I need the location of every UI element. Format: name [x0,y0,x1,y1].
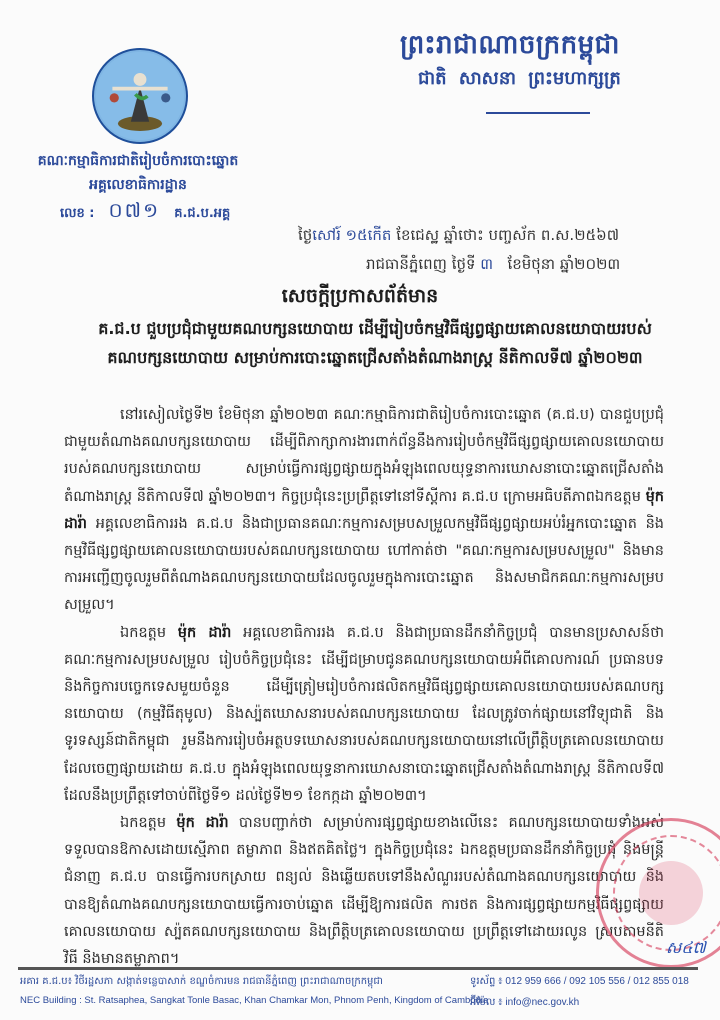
document-title: សេចក្តីប្រកាសព័ត៌មាន [281,285,439,307]
lunar-day: សៅរ៍ ១៥កើត [312,226,392,244]
motto-divider [486,112,590,114]
paragraph-1 [64,402,664,620]
document-headline: គ.ជ.ប ជួបប្រជុំជាមួយគណបក្សនយោបាយ ដើម្បីរៀបចំកម្មវិធីផ្សព្វផ្សាយគោលនយោបាយរបស់គណបក្សនយោបាយ សម្រាប់ការបោះឆ្នោតជ្រើសតាំងតំណាងរាស្ត្រ នីតិកាលទី៧ ឆ្នាំ២០២៣ [98,319,652,367]
ref-number: ០៧១ [108,198,161,222]
paragraph-text: ឯកឧត្តម [120,624,167,641]
paragraph-3 [64,810,664,973]
person-name: ម៉ុក ដារ៉ា [176,815,229,832]
paragraph-text: អគ្គលេខាធិការរង គ.ជ.ប និងជាប្រធានដឹកនាំកិច្ចប្រជុំ បានមានប្រសាសន៍ថា គណៈកម្មការសម្របសម្រួល រៀបចំកិច្ចប្រជុំនេះ ដើម្បីជម្រាបជូនគណបក្សនយោបាយអំពីគោលការណ៍ ប្រធានបទ និងកិច្ចការបច្ចេកទេសមួយចំនួន ដើម្បីត្រៀមរៀបចំការផលិតកម្មវិធីផ្សព្វផ្សាយគោលនយោបាយរបស់គណបក្សនយោបាយ (កម្មវិធីតុមូល) និងស្ប៉តឃោសនារបស់គណបក្សនយោបាយ ដែលត្រូវចាក់ផ្សាយនៅវិទ្យុជាតិ និងទូរទស្សន៍ជាតិកម្ពុជា រួមនឹងការរៀបចំអត្ថបទឃោសនារបស់គណបក្សនយោបាយនៅលើព្រឹត្តិបត្រគោលនយោបាយ ដែលចេញផ្សាយដោយ គ.ជ.ប ក្នុងអំឡុងពេលយុទ្ធនាការឃោសនាបោះឆ្នោតជ្រើសតាំងតំណាងរាស្ត្រ នីតិកាលទី៧ ដែលនឹងប្រព្រឹត្តទៅចាប់ពីថ្ងៃទី១ ដល់ថ្ងៃទី២១ ខែកក្កដា ឆ្នាំ២០២៣។ [64,624,665,804]
footer-divider [18,967,698,970]
footer-address-english: NEC Building : St. Ratsaphea, Sangkat Tonle Basac, Khan Chamkar Mon, Phnom Penh, Kingdom of Cambodia [20,995,489,1006]
paragraph-text: អគ្គលេខាធិការរង គ.ជ.ប និងជាប្រធានគណៈកម្មការសម្របសម្រួលកម្មវិធីផ្សព្វផ្សាយអប់រំអ្នកបោះឆ្នោត និងកម្មវិធីផ្សព្វផ្សាយគោលនយោបាយរបស់គណបក្សនយោបាយ ហៅកាត់ថា "គណៈកម្មការសម្របសម្រួល" និងមានការអញ្ជើញចូលរួមពីតំណាងគណបក្សនយោបាយដែលចូលរួមក្នុងការបោះឆ្នោត និងសមាជិកគណៈកម្មការសម្របសម្រួល។ [64,515,665,614]
national-motto: ជាតិ សាសនា ព្រះមហាក្សត្រ [418,68,621,89]
paragraph-text: បានបញ្ជាក់ថា សម្រាប់ការផ្សព្វផ្សាយខាងលើនេះ គណបក្សនយោបាយទាំងអស់ទទួលបានឱកាសដោយស្មើភាព តម្លាភាព និងឥតគិតថ្លៃ។ ក្នុងកិច្ចប្រជុំនេះ ឯកឧត្តមប្រធានដឹកនាំកិច្ចប្រជុំ និងមន្ត្រីជំនាញ គ.ជ.ប បានធ្វើការបកស្រាយ ពន្យល់ និងឆ្លើយតបទៅនឹងសំណួររបស់តំណាងគណបក្សនយោបាយ និងបានឱ្យតំណាងគណបក្សនយោបាយធ្វើការចាប់ឆ្នោត ដើម្បីឱ្យការផលិត ការថត និងការផ្សព្វផ្សាយកម្មវិធីផ្សព្វផ្សាយគោលនយោបាយ ស្ប៉តគណបក្សនយោបាយ និងព្រឹត្តិបត្រគោលនយោបាយ ប្រព្រឹត្តទៅដោយរលូន ស្របតាមនីតិវិធី និងមានតម្លាភាព។ [64,815,665,968]
nec-logo-icon [92,48,188,144]
footer-email[interactable]: អ៊ីម៉ែល ៖ info@nec.gov.kh [470,997,580,1008]
greg-rest: ខែមិថុនា ឆ្នាំ២០២៣ [507,255,621,273]
signature-mark: ស៤៧ [666,938,706,957]
document-body [64,402,664,973]
person-name: ម៉ុក ដារ៉ា [64,488,664,532]
gregorian-date [366,255,620,277]
footer-address-khmer: អគារ គ.ជ.ប៖ វិថីរដ្ឋសភា សង្កាត់ទន្លេបាសាក់ ខណ្ឌចំការមន រាជធានីភ្នំពេញ ព្រះរាជាណាចក្រកម្ពុជា [20,976,383,987]
lunar-prefix: ថ្ងៃ [298,226,313,244]
seal-core [639,861,703,925]
ref-suffix: គ.ជ.ប.អគ្គ [174,206,231,221]
greg-prefix: រាជធានីភ្នំពេញ ថ្ងៃទី [366,255,476,273]
paragraph-text: ឯកឧត្តម [120,815,167,832]
reference-number-row [60,197,230,227]
paragraph-2 [64,620,664,810]
ref-label: លេខ : [60,206,95,221]
person-name: ម៉ុក ដារ៉ា [177,624,232,641]
lunar-rest: ខែជេស្ឋ ឆ្នាំថោះ បញ្ចស័ក ព.ស.២៥៦៧ [396,226,620,244]
greg-day: ៣ [480,255,494,273]
lunar-date [298,226,619,248]
footer-phone: ទូរស័ព្ទ ៖ 012 959 666 / 092 105 556 / 012 855 018 [470,976,689,987]
paragraph-text: នៅរសៀលថ្ងៃទី២ ខែមិថុនា ឆ្នាំ២០២៣ គណៈកម្មាធិការជាតិរៀបចំការបោះឆ្នោត (គ.ជ.ប) បានជួបប្រជុំជាមួយតំណាងគណបក្សនយោបាយ ដើម្បីពិភាក្សាការងារពាក់ព័ន្ធនឹងការរៀបចំកម្មវិធីផ្សព្វផ្សាយគោលនយោបាយរបស់គណបក្សនយោបាយ សម្រាប់ធ្វើការផ្សព្វផ្សាយក្នុងអំឡុងពេលយុទ្ធនាការឃោសនាបោះឆ្នោតជ្រើសតាំងតំណាងរាស្ត្រ នីតិកាលទី៧ ឆ្នាំ២០២៣។ កិច្ចប្រជុំនេះប្រព្រឹត្តទៅនៅទីស្តីការ គ.ជ.ប ក្រោមអធិបតីភាពឯកឧត្តម [64,407,664,505]
department-name: អគ្គលេខាធិការដ្ឋាន [89,177,187,193]
kingdom-title: ព្រះរាជាណាចក្រកម្ពុជា [400,30,620,60]
organization-name: គណៈកម្មាធិការជាតិរៀបចំការបោះឆ្នោត [37,153,239,169]
